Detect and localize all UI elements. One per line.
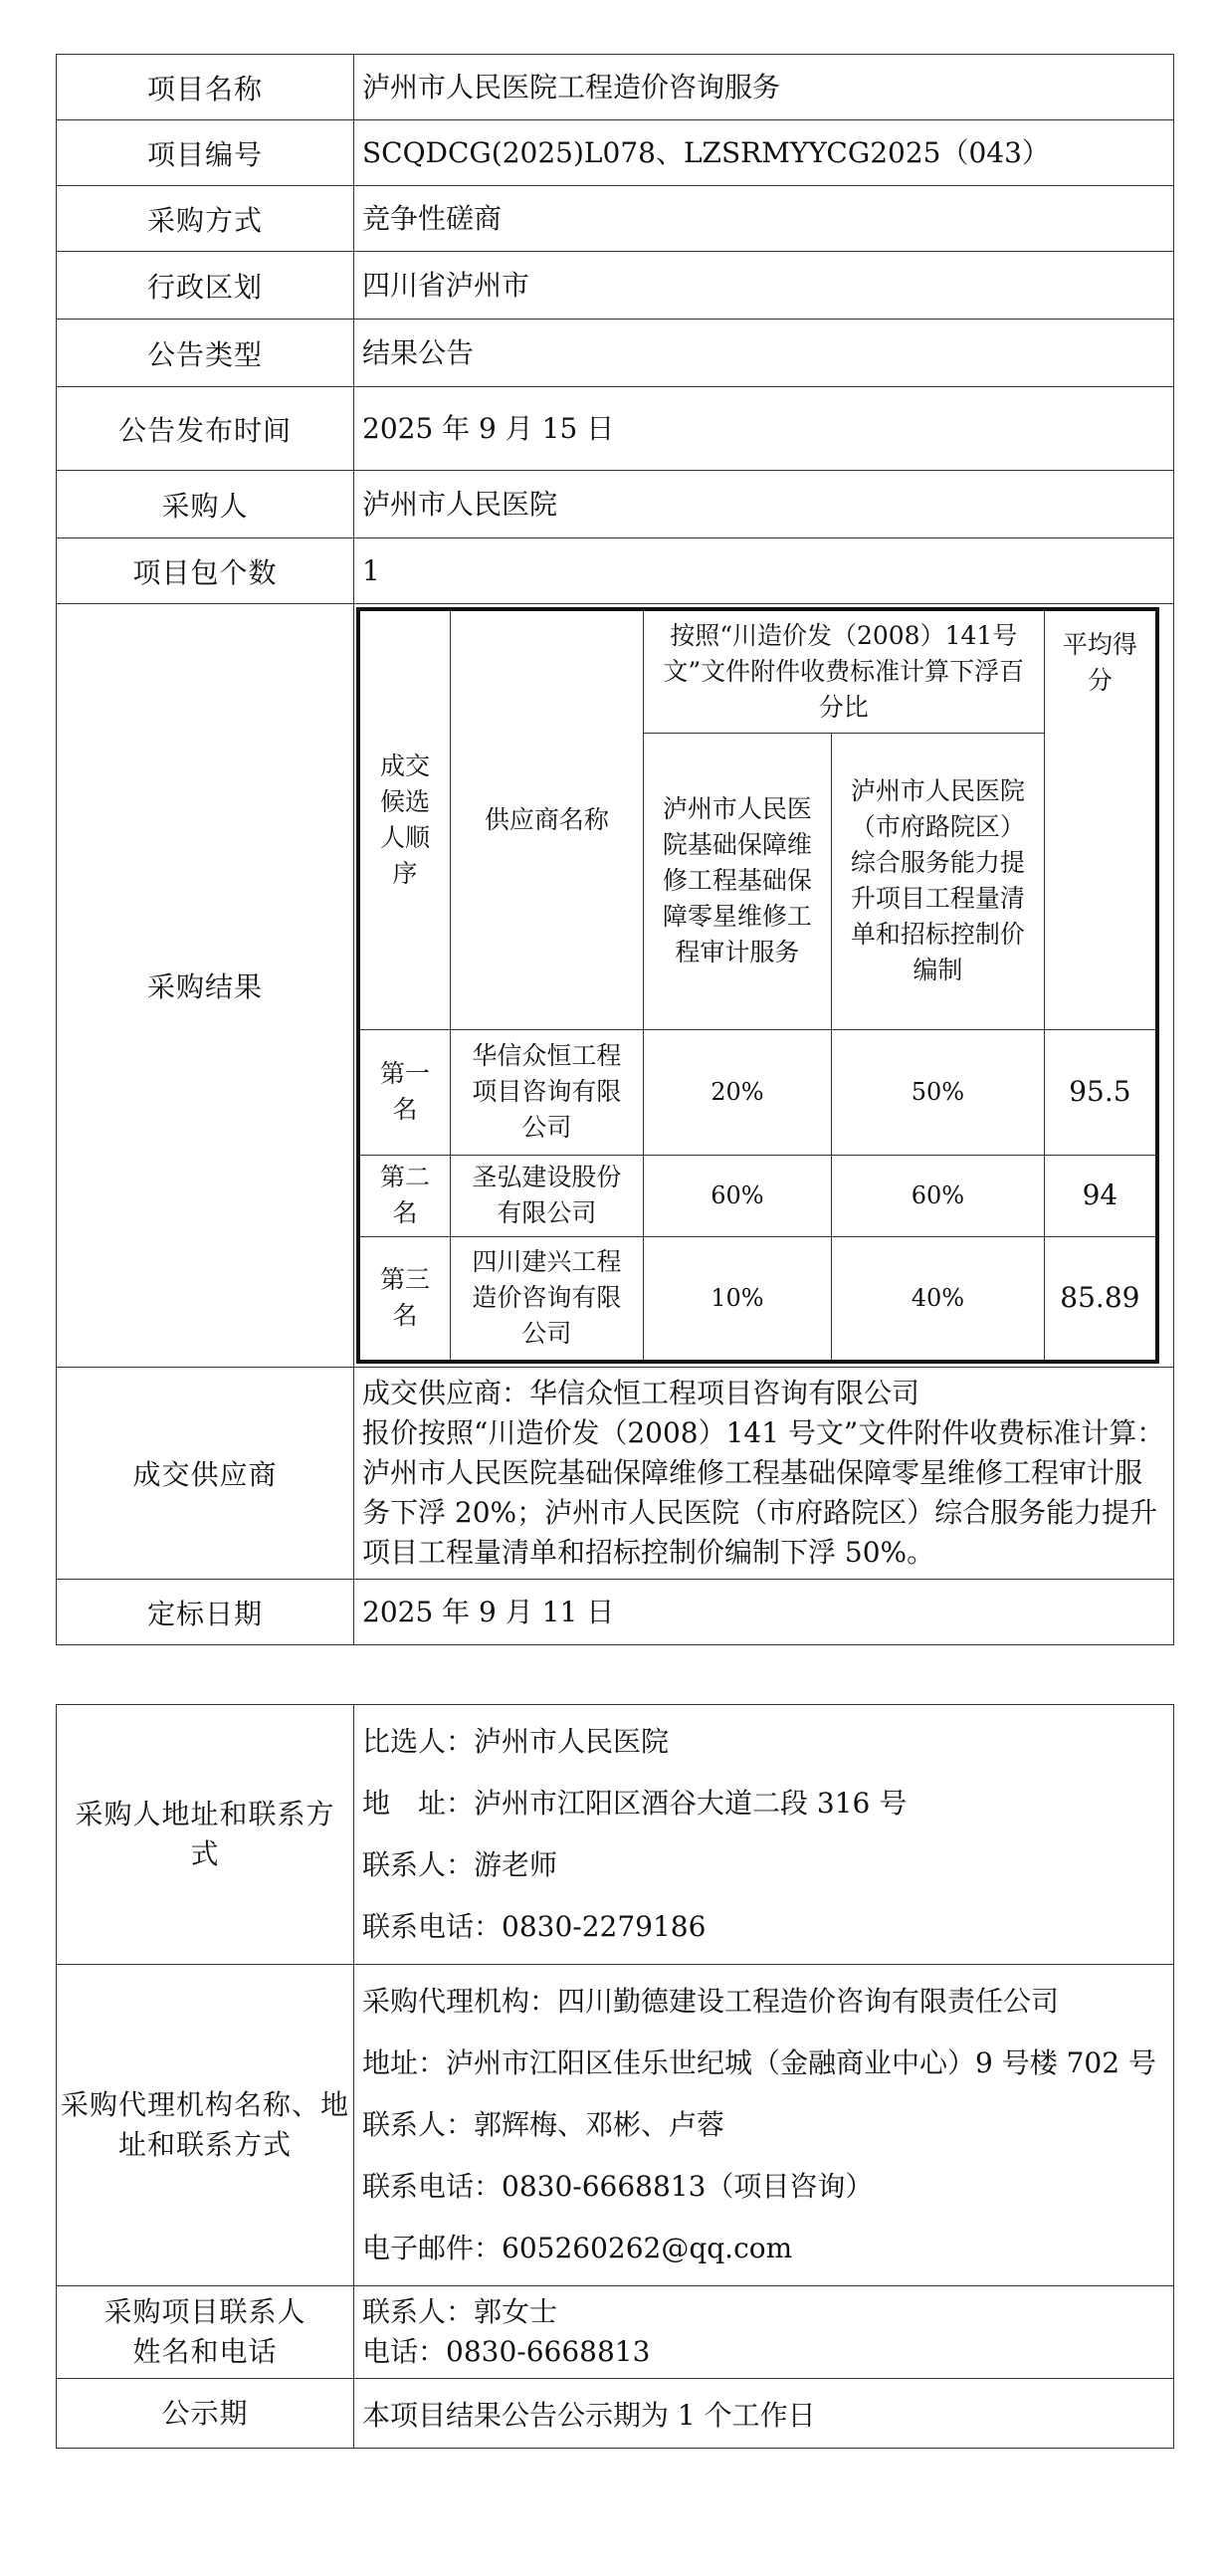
agency-email: 电子邮件：605260262@qq.com [362,2232,793,2264]
col1-cell: 20% [643,1029,831,1155]
project-contact-details [354,2286,1174,2379]
value-purchaser: 泸州市人民医院 [354,471,1174,538]
purchaser-phone: 联系电话：0830-2279186 [362,1910,707,1943]
purchaser-name: 比选人：泸州市人民医院 [362,1725,670,1758]
label-region: 行政区划 [57,252,354,320]
winner-name-line: 成交供应商：华信众恒工程项目咨询有限公司 [362,1377,920,1409]
agency-address: 地址：泸州市江阳区佳乐世纪城（金融商业中心）9 号楼 702 号 [362,2046,1156,2079]
label-project-contact: 采购项目联系人姓名和电话 [57,2286,354,2379]
row-package-count [57,538,1174,604]
col1-cell: 60% [643,1155,831,1236]
value-project-name: 泸州市人民医院工程造价咨询服务 [354,55,1174,120]
value-region: 四川省泸州市 [354,252,1174,320]
label-winner: 成交供应商 [57,1368,354,1580]
label-publish-time: 公告发布时间 [57,387,354,471]
label-award-date: 定标日期 [57,1580,354,1645]
score-cell: 94 [1044,1155,1157,1236]
header-score: 平均得分 [1044,609,1157,1029]
label-publicity: 公示期 [57,2379,354,2449]
row-region [57,252,1174,320]
value-procurement-method: 竞争性磋商 [354,186,1174,252]
winner-details [354,1368,1174,1580]
header-rank: 成交候选人顺序 [358,609,450,1029]
winner-quote-line: 报价按照“川造价发（2008）141 号文”文件附件收费标准计算：泸州市人民医院基础保障维修工程基础保障零星维修工程审计服务下浮 20%；泸州市人民医院（市府路院区）综合服务能力提升项目工程量清单和招标控制价编制下浮 50%。 [362,1416,1165,1569]
purchaser-contact-person: 联系人：游老师 [362,1848,558,1881]
row-procurement-method [57,186,1174,252]
label-package-count: 项目包个数 [57,538,354,604]
value-project-number: SCQDCG(2025)L078、LZSRMYYCG2025（043） [354,120,1174,186]
col2-cell: 60% [832,1155,1045,1236]
value-publicity: 本项目结果公告公示期为 1 个工作日 [354,2379,1174,2449]
value-award-date: 2025 年 9 月 11 日 [354,1580,1174,1645]
agency-contact-person: 联系人：郭辉梅、邓彬、卢蓉 [362,2108,725,2141]
col2-cell: 40% [832,1236,1045,1362]
row-publicity [57,2379,1174,2449]
row-purchaser [57,471,1174,538]
label-agency-contact: 采购代理机构名称、地址和联系方式 [57,1965,354,2286]
header-discount-group: 按照“川造价发（2008）141号文”文件附件收费标准计算下浮百分比 [643,609,1044,733]
agency-contact-details [354,1965,1174,2286]
value-notice-type: 结果公告 [354,320,1174,387]
col1-cell: 10% [643,1236,831,1362]
score-cell: 95.5 [1044,1029,1157,1155]
project-contact-phone: 电话：0830-6668813 [362,2335,651,2368]
purchaser-contact-details [354,1705,1174,1965]
supplier-cell: 华信众恒工程项目咨询有限公司 [450,1029,643,1155]
rank-cell: 第三名 [358,1236,450,1362]
table-row [358,1155,1157,1236]
rank-cell: 第二名 [358,1155,450,1236]
header-col1: 泸州市人民医院基础保障维修工程基础保障零星维修工程审计服务 [643,733,831,1029]
row-winner [57,1368,1174,1580]
agency-name: 采购代理机构：四川勤德建设工程造价咨询有限责任公司 [362,1985,1060,2018]
row-project-name [57,55,1174,120]
label-purchaser: 采购人 [57,471,354,538]
row-award-date [57,1580,1174,1645]
agency-phone: 联系电话：0830-6668813（项目咨询） [362,2170,874,2203]
project-contact-person: 联系人：郭女士 [362,2295,558,2328]
row-purchaser-contact [57,1705,1174,1965]
contact-table [56,1704,1174,2449]
supplier-cell: 圣弘建设股份有限公司 [450,1155,643,1236]
label-project-name: 项目名称 [57,55,354,120]
supplier-cell: 四川建兴工程造价咨询有限公司 [450,1236,643,1362]
row-agency-contact [57,1965,1174,2286]
row-project-contact [57,2286,1174,2379]
header-col2: 泸州市人民医院（市府路院区）综合服务能力提升项目工程量清单和招标控制价编制 [832,733,1045,1029]
value-publish-time: 2025 年 9 月 15 日 [354,387,1174,471]
purchaser-address: 地 址：泸州市江阳区酒谷大道二段 316 号 [362,1787,908,1820]
label-purchaser-contact: 采购人地址和联系方式 [57,1705,354,1965]
row-publish-time [57,387,1174,471]
col2-cell: 50% [832,1029,1045,1155]
table-row [358,1029,1157,1155]
row-notice-type [57,320,1174,387]
label-project-number: 项目编号 [57,120,354,186]
label-notice-type: 公告类型 [57,320,354,387]
rank-cell: 第一名 [358,1029,450,1155]
row-procurement-result [57,604,1174,1368]
header-supplier: 供应商名称 [450,609,643,1029]
label-procurement-result: 采购结果 [57,604,354,1368]
score-cell: 85.89 [1044,1236,1157,1362]
table-row [358,1236,1157,1362]
label-procurement-method: 采购方式 [57,186,354,252]
row-project-number [57,120,1174,186]
value-package-count: 1 [354,538,1174,604]
result-announcement-table [56,54,1174,1645]
result-inner-table [356,607,1159,1364]
